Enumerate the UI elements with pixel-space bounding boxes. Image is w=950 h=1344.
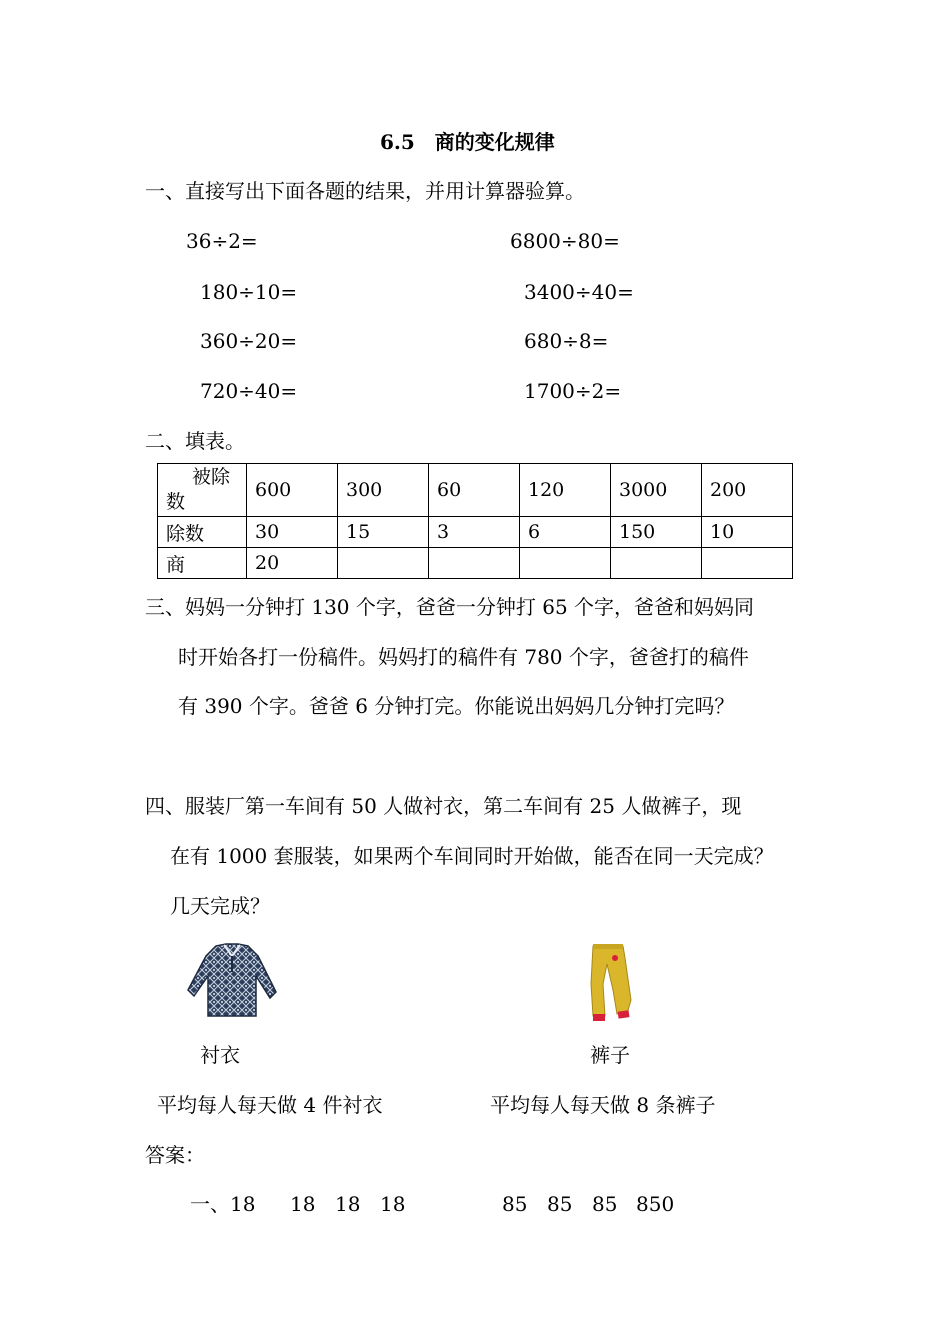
answer-1-value: 18: [380, 1192, 406, 1216]
answer-1-value: 18: [335, 1192, 361, 1216]
row-label-divisor: 除数: [158, 517, 247, 548]
quotient-cell[interactable]: [611, 548, 702, 579]
divisor-cell: 3: [429, 517, 520, 548]
dividend-cell: 120: [520, 464, 611, 517]
dividend-cell: 300: [338, 464, 429, 517]
divisor-cell: 30: [247, 517, 338, 548]
answer-1-value: 85: [592, 1192, 618, 1216]
answer-1-value: 18: [290, 1192, 316, 1216]
row-label-dividend: [158, 464, 247, 517]
quotient-cell[interactable]: [338, 548, 429, 579]
q3-line1: 三、妈妈一分钟打 130 个字，爸爸一分钟打 65 个字，爸爸和妈妈同: [145, 595, 755, 619]
table-row-divisor: [158, 517, 793, 548]
row-label-quotient: 商: [158, 548, 247, 579]
q1-right-1: 6800÷80=: [510, 229, 620, 253]
shirt-rate: 平均每人每天做 4 件衬衣: [157, 1093, 383, 1117]
quotient-cell: 20: [247, 548, 338, 579]
fill-table: [157, 463, 793, 579]
q4-line3: 几天完成？: [170, 894, 270, 918]
divisor-cell: 6: [520, 517, 611, 548]
dividend-cell: 60: [429, 464, 520, 517]
divisor-cell: 150: [611, 517, 702, 548]
page-title: 6.5 商的变化规律: [380, 130, 555, 154]
dividend-label-line2: 数: [166, 491, 186, 513]
q3-line2: 时开始各打一份稿件。妈妈打的稿件有 780 个字，爸爸打的稿件: [178, 645, 749, 669]
q1-right-4: 1700÷2=: [524, 379, 622, 403]
q1-left-1: 36÷2=: [186, 229, 258, 253]
pants-label: 裤子: [590, 1043, 630, 1067]
q1-left-4: 720÷40=: [200, 379, 298, 403]
q4-line2: 在有 1000 套服装，如果两个车间同时开始做，能否在同一天完成？: [170, 844, 774, 868]
q2-heading: 二、填表。: [145, 429, 245, 453]
q1-left-3: 360÷20=: [200, 329, 298, 353]
dividend-label-line1: 被除: [192, 466, 231, 489]
pants-rate: 平均每人每天做 8 条裤子: [490, 1093, 716, 1117]
answer-1-value: 85: [547, 1192, 573, 1216]
table-row-dividend: [158, 464, 793, 517]
q1-heading: 一、直接写出下面各题的结果，并用计算器验算。: [145, 179, 585, 203]
shirt-image: [186, 942, 278, 1020]
dividend-cell: 3000: [611, 464, 702, 517]
divisor-cell: 10: [702, 517, 793, 548]
q1-right-2: 3400÷40=: [524, 280, 634, 304]
q1-right-3: 680÷8=: [524, 329, 609, 353]
answer-1-value: 850: [636, 1192, 675, 1216]
quotient-cell[interactable]: [429, 548, 520, 579]
shirt-label: 衬衣: [200, 1043, 240, 1067]
dividend-cell: 200: [702, 464, 793, 517]
divisor-cell: 15: [338, 517, 429, 548]
answer-1-prefix: 一、18: [190, 1192, 256, 1216]
q1-left-2: 180÷10=: [200, 280, 298, 304]
quotient-cell[interactable]: [702, 548, 793, 579]
quotient-cell[interactable]: [520, 548, 611, 579]
q4-line1: 四、服装厂第一车间有 50 人做衬衣，第二车间有 25 人做裤子，现: [145, 794, 742, 818]
q3-line3: 有 390 个字。爸爸 6 分钟打完。你能说出妈妈几分钟打完吗？: [178, 694, 735, 718]
dividend-cell: 600: [247, 464, 338, 517]
table-row-quotient: [158, 548, 793, 579]
pants-image: [585, 944, 635, 1024]
answers-heading: 答案：: [145, 1143, 205, 1167]
answer-1-value: 85: [502, 1192, 528, 1216]
